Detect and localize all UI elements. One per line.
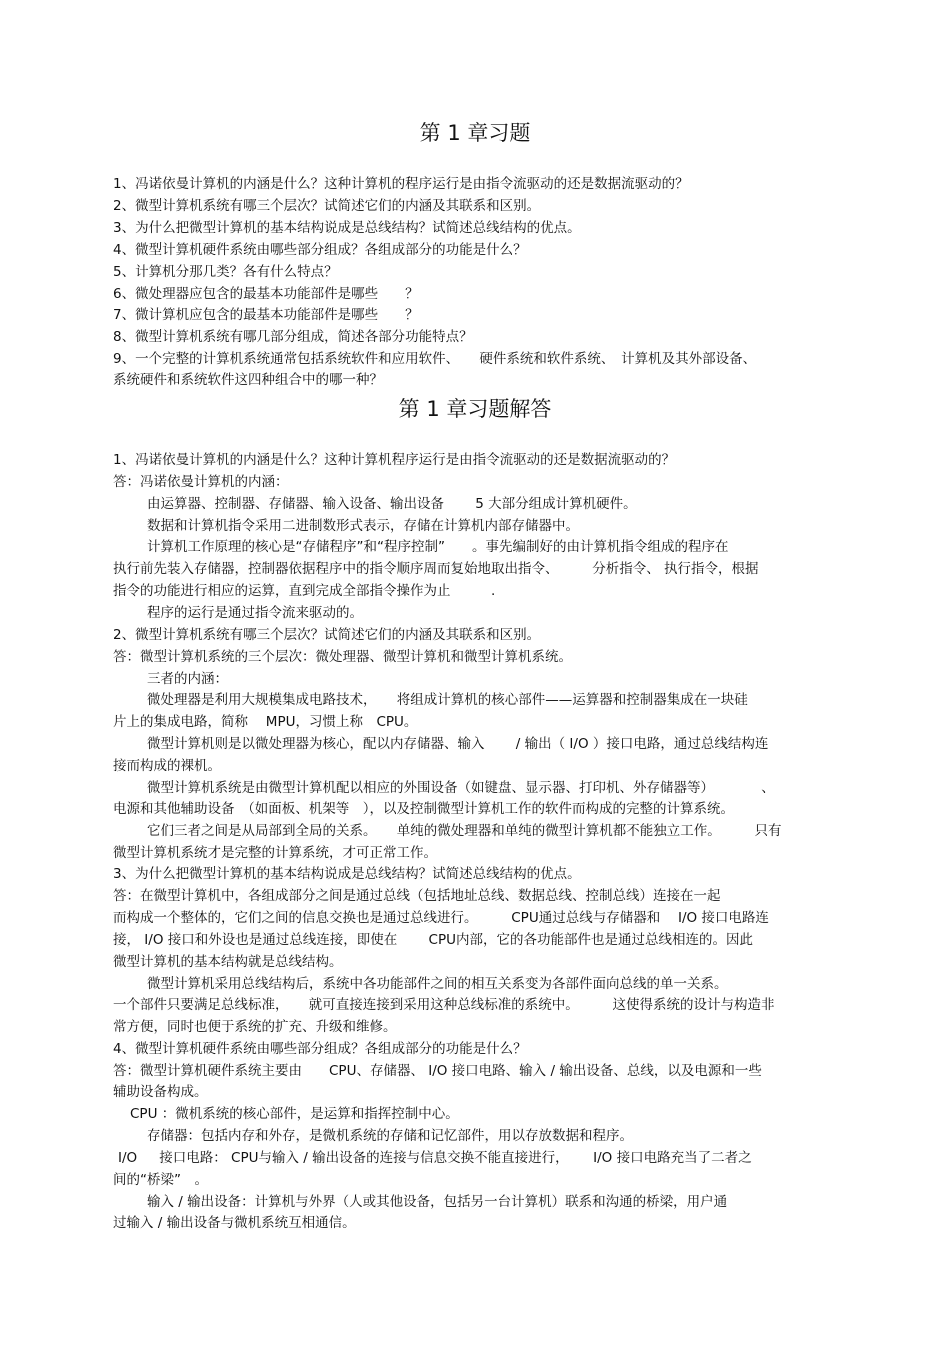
answer-line: 数据和计算机指令采用二进制数形式表示，存储在计算机内部存储器中。 [147,518,579,534]
answer-line: 微型计算机则是以微处理器为核心，配以内存储器、输入 / 输出（ I/O ）接口电路，通过总线结构连 [147,736,769,752]
answer-line: 执行前先装入存储器，控制器依据程序中的指令顺序周而复始地取出指令、 分析指令、 执行指令，根据 [113,561,759,577]
answer-line: 答：微型计算机硬件系统主要由 CPU、存储器、 I/O 接口电路、输入 / 输出设备、总线，以及电源和一些 [113,1063,762,1079]
question-line: 3、为什么把微型计算机的基本结构说成是总线结构？试简述总线结构的优点。 [113,220,581,236]
answer-line: 三者的内涵： [147,671,228,687]
answer-line: 微处理器是利用大规模集成电路技术， 将组成计算机的核心部件——运算器和控制器集成在一块硅 [147,692,748,708]
answer-line: 而构成一个整体的，它们之间的信息交换也是通过总线进行。 CPU通过总线与存储器和 I/O 接口电路连 [113,910,769,926]
answer-line: 指令的功能进行相应的运算，直到完成全部指令操作为止 . [113,583,496,599]
answer-line: 接而构成的裸机。 [113,758,221,774]
question-line: 8、微型计算机系统有哪几部分组成，简述各部分功能特点？ [113,329,473,345]
answer-line: 辅助设备构成。 [113,1084,208,1100]
answer-line: 电源和其他辅助设备 （如面板、机架等 ），以及控制微型计算机工作的软件而构成的完整的计算系统。 [113,801,734,817]
question-line: 9、一个完整的计算机系统通常包括系统软件和应用软件、 硬件系统和软件系统、 计算机及其外部设备、 [113,351,757,367]
question-line: 6、微处理器应包含的最基本功能部件是哪些 ？ [113,286,419,302]
answer-line: 片上的集成电路，简称 MPU，习惯上称 CPU。 [113,714,418,730]
answer-line: 微型计算机系统是由微型计算机配以相应的外围设备（如键盘、显示器、打印机、外存储器等） 、 [147,780,775,796]
answer-line: 接， I/O 接口和外设也是通过总线连接，即使在 CPU内部，它的各功能部件也是通过总线相连的。因此 [113,932,753,948]
answer-line: 4、微型计算机硬件系统由哪些部分组成？各组成部分的功能是什么？ [113,1041,527,1057]
chapter-exercises-title: 第 1 章习题 [419,121,531,145]
question-line: 1、冯诺依曼计算机的内涵是什么？这种计算机的程序运行是由指令流驱动的还是数据流驱动的？ [113,176,689,192]
answer-line: 2、微型计算机系统有哪三个层次？试简述它们的内涵及其联系和区别。 [113,627,541,643]
answer-line: 输入 / 输出设备：计算机与外界（人或其他设备，包括另一台计算机）联系和沟通的桥梁，用户通 [147,1194,728,1210]
answer-line: 答：微型计算机系统的三个层次：微处理器、微型计算机和微型计算机系统。 [113,649,572,665]
answer-line: 微型计算机的基本结构就是总线结构。 [113,954,343,970]
answer-line: 由运算器、控制器、存储器、输入设备、输出设备 5 大部分组成计算机硬件。 [147,496,637,512]
answer-line: 3、为什么把微型计算机的基本结构说成是总线结构？试简述总线结构的优点。 [113,866,581,882]
chapter-answers-title: 第 1 章习题解答 [398,397,552,421]
question-line: 系统硬件和系统软件这四种组合中的哪一种？ [113,372,383,388]
question-line: 4、微型计算机硬件系统由哪些部分组成？各组成部分的功能是什么？ [113,242,527,258]
answer-line: 一个部件只要满足总线标准， 就可直接连接到采用这种总线标准的系统中。 这使得系统的设计与构造非 [113,997,775,1013]
question-line: 2、微型计算机系统有哪三个层次？试简述它们的内涵及其联系和区别。 [113,198,541,214]
answer-line: 间的“桥梁” 。 [113,1172,208,1188]
answer-line: 程序的运行是通过指令流来驱动的。 [147,605,363,621]
answer-line: 微型计算机采用总线结构后，系统中各功能部件之间的相互关系变为各部件面向总线的单一关系。 [147,976,728,992]
answer-line: 答：在微型计算机中，各组成部分之间是通过总线（包括地址总线、数据总线、控制总线）连接在一起 [113,888,721,904]
question-line: 7、微计算机应包含的最基本功能部件是哪些 ？ [113,307,419,323]
answer-line: 过输入 / 输出设备与微机系统互相通信。 [113,1215,356,1231]
answer-line: 微型计算机系统才是完整的计算系统，才可正常工作。 [113,845,437,861]
answer-line: 存储器：包括内存和外存，是微机系统的存储和记忆部件，用以存放数据和程序。 [147,1128,633,1144]
answer-line: 它们三者之间是从局部到全局的关系。 单纯的微处理器和单纯的微型计算机都不能独立工作。 只有 [147,823,782,839]
answer-line: 答：冯诺依曼计算机的内涵： [113,474,289,490]
answer-line: 常方便，同时也便于系统的扩充、升级和维修。 [113,1019,397,1035]
answer-line: 1、冯诺依曼计算机的内涵是什么？这种计算机程序运行是由指令流驱动的还是数据流驱动的？ [113,452,676,468]
answer-line: 计算机工作原理的核心是“存储程序”和“程序控制” 。事先编制好的由计算机指令组成的程序在 [147,539,729,555]
answer-line: I/O 接口电路： CPU与输入 / 输出设备的连接与信息交换不能直接进行， I/O 接口电路充当了二者之 [118,1150,752,1166]
answer-line: CPU ：微机系统的核心部件，是运算和指挥控制中心。 [130,1106,459,1122]
question-line: 5、计算机分那几类？各有什么特点？ [113,264,338,280]
